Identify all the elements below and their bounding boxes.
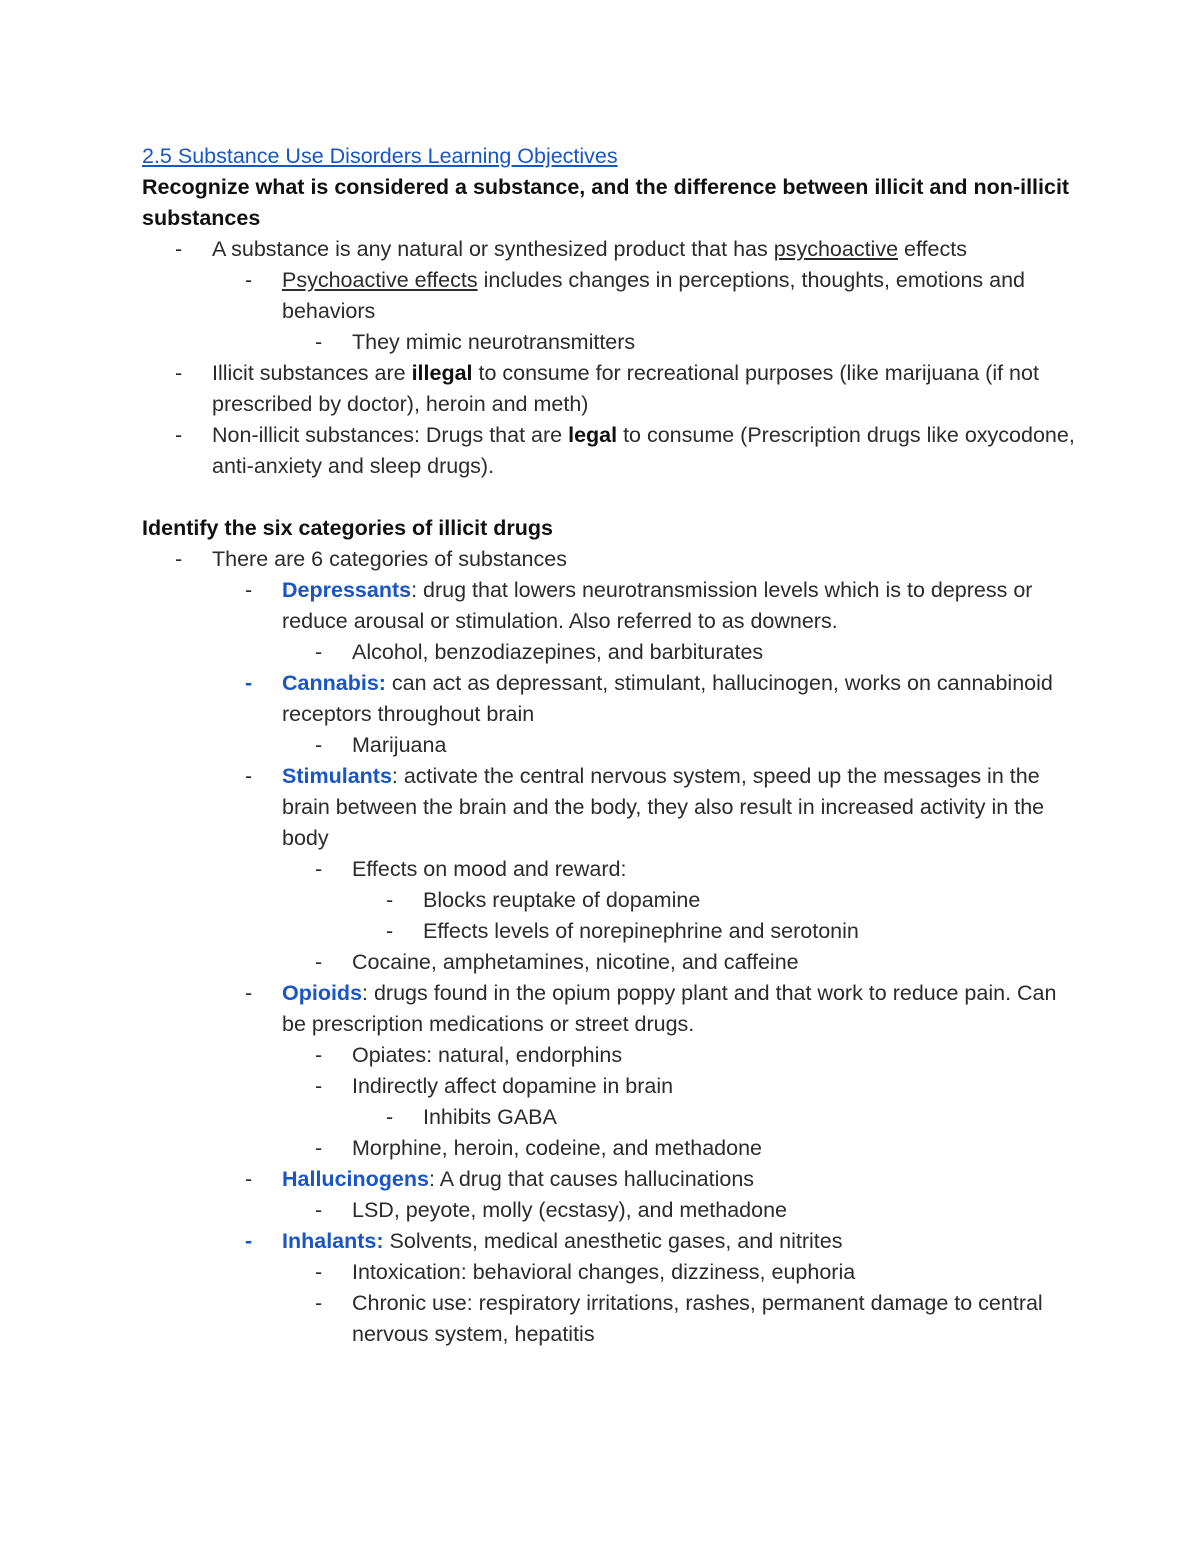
- item-text: : drug that lowers neurotransmission levels which is to depress or reduce arousal or stimulation. Also referred to as downers.: [282, 578, 1033, 633]
- category-inhalants: [142, 1226, 1080, 1257]
- bullet-dash: -: [386, 1105, 394, 1129]
- item-text: Cocaine, amphetamines, nicotine, and caffeine: [352, 950, 799, 974]
- item-text: to consume for recreational purposes (like marijuana (if not prescribed by doctor), heroin and meth): [212, 361, 1039, 416]
- category-term: Opioids: [282, 981, 363, 1005]
- category-hallucinogens: [142, 1164, 1080, 1195]
- emphasis-illegal: illegal: [411, 361, 473, 385]
- item-text: There are 6 categories of substances: [212, 547, 567, 571]
- bullet-dash: -: [245, 981, 253, 1005]
- list-item: [142, 420, 1080, 482]
- item-text: Alcohol, benzodiazepines, and barbiturates: [352, 640, 764, 664]
- category-depressants: [142, 575, 1080, 637]
- list-item: [142, 730, 1080, 761]
- item-text: : A drug that causes hallucinations: [428, 1167, 755, 1191]
- list-item: [142, 1288, 1080, 1350]
- item-text: A substance is any natural or synthesized product that has: [212, 237, 774, 261]
- bullet-dash: -: [175, 547, 183, 571]
- list-item: [142, 947, 1080, 978]
- list-item: [142, 327, 1080, 358]
- list-item: [142, 1102, 1080, 1133]
- bullet-dash: -: [175, 237, 183, 261]
- bullet-dash: -: [315, 1074, 323, 1098]
- list-item: [142, 544, 1080, 575]
- item-text: Opiates: natural, endorphins: [352, 1043, 623, 1067]
- emphasis-legal: legal: [568, 423, 618, 447]
- item-text: Morphine, heroin, codeine, and methadone: [352, 1136, 762, 1160]
- item-text: Solvents, medical anesthetic gases, and nitrites: [383, 1229, 843, 1253]
- item-text: Non-illicit substances: Drugs that are: [212, 423, 569, 447]
- list-item: [142, 1040, 1080, 1071]
- list-item: [142, 1257, 1080, 1288]
- drug-categories-list: [142, 544, 1080, 1350]
- item-text: They mimic neurotransmitters: [352, 330, 636, 354]
- item-text: Blocks reuptake of dopamine: [423, 888, 701, 912]
- list-item: [142, 916, 1080, 947]
- item-text: Indirectly affect dopamine in brain: [352, 1074, 674, 1098]
- category-opioids: [142, 978, 1080, 1040]
- item-text: Effects on mood and reward:: [352, 857, 627, 881]
- bullet-dash: -: [245, 1167, 253, 1191]
- list-item: [142, 885, 1080, 916]
- bullet-dash: -: [315, 640, 323, 664]
- bullet-dash: -: [315, 857, 323, 881]
- section-heading-substances: Recognize what is considered a substance, and the difference between illicit and non-illicit substances: [142, 175, 1070, 230]
- bullet-dash: -: [245, 578, 253, 602]
- section-heading-categories: Identify the six categories of illicit drugs: [142, 516, 553, 540]
- bullet-dash: -: [315, 330, 323, 354]
- list-item: [142, 234, 1080, 265]
- category-stimulants: [142, 761, 1080, 854]
- bullet-dash: -: [386, 919, 394, 943]
- item-text: Chronic use: respiratory irritations, rashes, permanent damage to central nervous system, hepatitis: [352, 1291, 1043, 1346]
- category-term: Depressants: [282, 578, 412, 602]
- bullet-dash: -: [315, 733, 323, 757]
- bullet-dash: -: [315, 1198, 323, 1222]
- item-text: LSD, peyote, molly (ecstasy), and methadone: [352, 1198, 787, 1222]
- bullet-dash: -: [245, 268, 253, 292]
- item-text: Intoxication: behavioral changes, dizziness, euphoria: [352, 1260, 856, 1284]
- item-text: Marijuana: [352, 733, 447, 757]
- bullet-dash: -: [315, 1043, 323, 1067]
- item-text: : drugs found in the opium poppy plant and that work to reduce pain. Can be prescription medications or street drugs.: [282, 981, 1057, 1036]
- item-text: effects: [898, 237, 967, 261]
- item-text: Effects levels of norepinephrine and serotonin: [423, 919, 859, 943]
- blank-line: [142, 482, 1080, 513]
- bullet-dash: -: [315, 1291, 323, 1315]
- list-item: [142, 358, 1080, 420]
- category-term: Hallucinogens: [282, 1167, 429, 1191]
- item-text: Inhibits GABA: [423, 1105, 557, 1129]
- category-term: Inhalants:: [282, 1229, 384, 1253]
- psychoactive-link[interactable]: psychoactive: [773, 237, 899, 261]
- bullet-dash: -: [315, 1260, 323, 1284]
- list-item: [142, 265, 1080, 327]
- item-text: can act as depressant, stimulant, hallucinogen, works on cannabinoid receptors throughout brain: [282, 671, 1053, 726]
- category-cannabis: [142, 668, 1080, 730]
- item-text: to consume (Prescription drugs like oxycodone, anti-anxiety and sleep drugs).: [212, 423, 1075, 478]
- bullet-dash: -: [245, 764, 253, 788]
- title-link[interactable]: 2.5 Substance Use Disorders Learning Objectives: [142, 144, 618, 168]
- item-text: includes changes in perceptions, thoughts, emotions and behaviors: [282, 268, 1026, 323]
- list-item: [142, 1133, 1080, 1164]
- bullet-dash: -: [175, 423, 183, 447]
- item-text: : activate the central nervous system, speed up the messages in the brain between the brain and the body, they also result in increased activity in the body: [282, 764, 1045, 850]
- list-item: [142, 1195, 1080, 1226]
- list-item: [142, 854, 1080, 885]
- bullet-dash: -: [245, 671, 253, 695]
- bullet-dash: -: [315, 1136, 323, 1160]
- item-text: Illicit substances are: [212, 361, 412, 385]
- bullet-dash: -: [175, 361, 183, 385]
- category-term: Cannabis:: [282, 671, 386, 695]
- list-item: [142, 1071, 1080, 1102]
- category-term: Stimulants: [282, 764, 392, 788]
- list-item: [142, 637, 1080, 668]
- bullet-dash: -: [315, 950, 323, 974]
- bullet-dash: -: [245, 1229, 253, 1253]
- psychoactive-effects-link[interactable]: Psychoactive effects: [282, 268, 478, 292]
- substance-definition-list: [142, 234, 1080, 482]
- bullet-dash: -: [386, 888, 394, 912]
